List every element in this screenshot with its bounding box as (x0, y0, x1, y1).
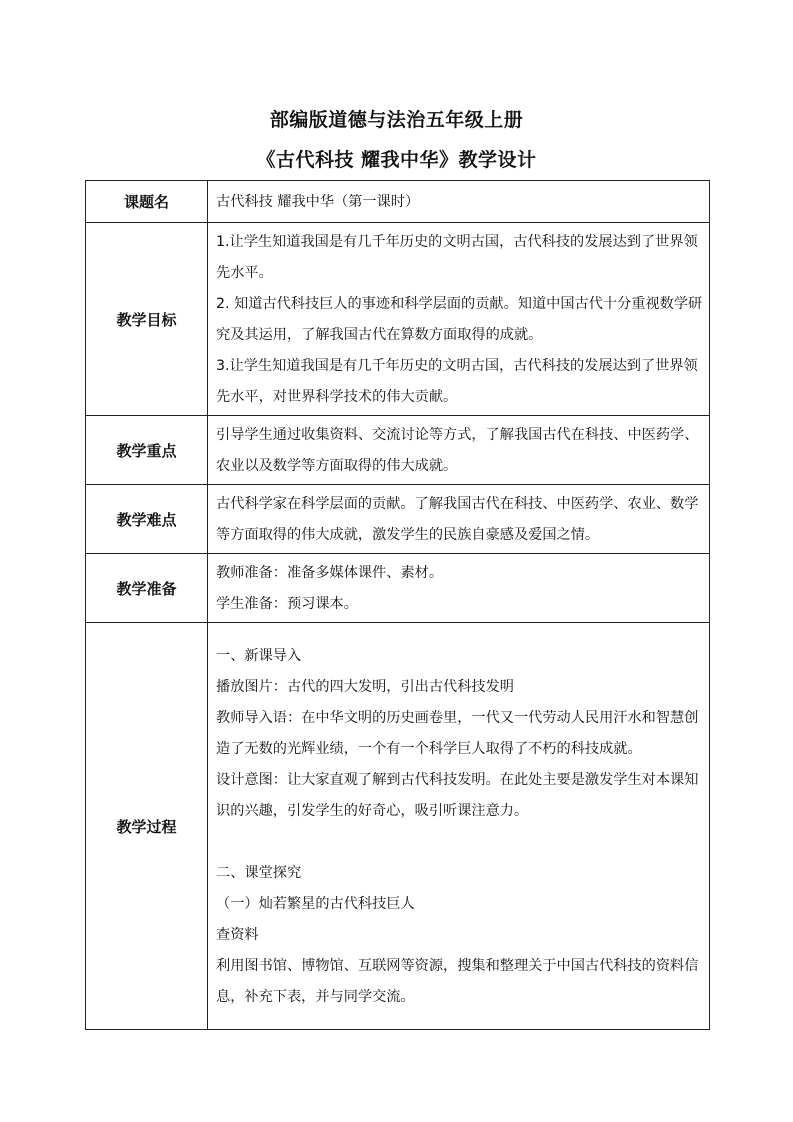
paragraph: 设计意图：让大家直观了解到古代科技发明。在此处主要是激发学生对本课知识的兴趣，引发学生的好奇心，吸引听课注意力。 (216, 772, 699, 819)
blank-line (216, 827, 703, 858)
row-label-process: 教学过程 (86, 623, 208, 1030)
paragraph: 播放图片：古代的四大发明，引出古代科技发明 (216, 679, 514, 695)
paragraph: 查资料 (216, 927, 259, 943)
table-row (86, 623, 710, 1030)
row-content-topic (208, 181, 710, 223)
table-row (86, 416, 710, 485)
row-label-difficulties: 教学难点 (86, 485, 208, 554)
paragraph: 教师准备：准备多媒体课件、素材。 (216, 565, 444, 581)
row-content-preparation (208, 554, 710, 623)
paragraph: 古代科技 耀我中华（第一课时） (216, 194, 420, 210)
paragraph: 3.让学生知道我国是有几千年历史的文明古国，古代科技的发展达到了世界领先水平，对世界科学技术的伟大贡献。 (216, 358, 698, 405)
paragraph: 引导学生通过收集资料、交流讨论等方式，了解我国古代在科技、中医药学、农业以及数学等方面取得的伟大成就。 (216, 427, 699, 474)
row-content-process (208, 623, 710, 1030)
document-subtitle: 《古代科技 耀我中华》教学设计 (256, 149, 537, 171)
row-label-key-points: 教学重点 (86, 416, 208, 485)
document-title: 部编版道德与法治五年级上册 (269, 109, 524, 131)
paragraph: （一）灿若繁星的古代科技巨人 (216, 896, 415, 912)
lesson-plan-table (85, 180, 710, 1030)
row-label-objectives: 教学目标 (86, 223, 208, 416)
row-content-objectives (208, 223, 710, 416)
row-content-key-points (208, 416, 710, 485)
row-label-topic: 课题名 (86, 181, 208, 223)
paragraph: 二、课堂探究 (216, 865, 302, 881)
paragraph: 1.让学生知道我国是有几千年历史的文明古国，古代科技的发展达到了世界领先水平。 (216, 234, 698, 281)
paragraph: 一、新课导入 (216, 648, 302, 664)
table-row (86, 223, 710, 416)
paragraph: 教师导入语：在中华文明的历史画卷里，一代又一代劳动人民用汗水和智慧创造了无数的光辉业绩，一个有一个科学巨人取得了不朽的科技成就。 (216, 710, 699, 757)
table-row (86, 181, 710, 223)
row-label-preparation: 教学准备 (86, 554, 208, 623)
table-row (86, 554, 710, 623)
paragraph: 古代科学家在科学层面的贡献。了解我国古代在科技、中医药学、农业、数学等方面取得的伟大成就，激发学生的民族自豪感及爱国之情。 (216, 496, 699, 543)
paragraph: 利用图书馆、博物馆、互联网等资源，搜集和整理关于中国古代科技的资料信息，补充下表，并与同学交流。 (216, 958, 699, 1005)
row-content-difficulties (208, 485, 710, 554)
table-row (86, 485, 710, 554)
paragraph: 学生准备：预习课本。 (216, 596, 358, 612)
paragraph: 2. 知道古代科技巨人的事迹和科学层面的贡献。知道中国古代十分重视数学研究及其运用，了解我国古代在算数方面取得的成就。 (216, 296, 703, 343)
